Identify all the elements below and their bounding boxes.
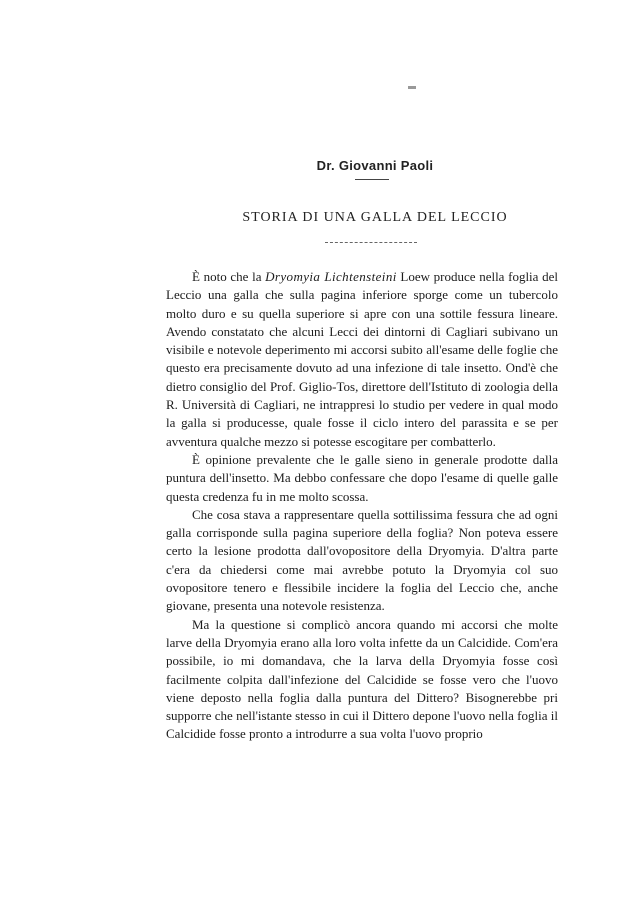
title-rule	[325, 242, 417, 243]
paragraph-1-post: Loew produce nella foglia del Leccio una galla che sulla pagina inferiore sporge come un tubercolo molto duro e su quella superiore si apre con una sottile fessura lineare. Avendo constatato che alcuni Lecci dei dintorni di Cagliari subivano un visibile e notevole deperimento mi accorsi subito all'esame delle foglie che questo era precisamente dovuto ad una infezione di tale insetto. Ond'è che dietro consiglio del Prof. Giglio-Tos, direttore dell'Istituto di zoologia della R. Università di Cagliari, ne intrappresi lo studio per vedere in qual modo la galla si producesse, quale fosse il ciclo intero del parassita e se per avventura qualche mezzo si potesse escogitare per combatterlo.	[166, 269, 558, 449]
article-title: STORIA DI UNA GALLA DEL LECCIO	[242, 210, 508, 225]
scan-mark	[408, 86, 416, 89]
paragraph-1	[166, 268, 558, 451]
species-name: Dryomyia Lichtensteini	[265, 269, 397, 284]
author-rule	[355, 179, 389, 180]
paragraph-1-pre: È noto che la	[192, 269, 266, 284]
paragraph-3: Che cosa stava a rappresentare quella sottilissima fessura che ad ogni galla corrisponde sulla pagina superiore della foglia? Non poteva essere certo la lesione prodotta dall'ovopositore della Dryomyia. D'altra parte c'era da chiedersi come mai avrebbe potuto la Dryomyia col suo ovopositore tenero e flessibile incidere la foglia del Leccio che, anche giovane, presenta una notevole resistenza.	[166, 506, 558, 614]
paragraph-4: Ma la questione si complicò ancora quando mi accorsi che molte larve della Dryomyia erano alla loro volta infette da un Calcidide. Com'era possibile, io mi domandava, che la larva della Dryomyia fosse così facilmente colpita dall'infezione del Calcidide se fosse vero che l'uovo viene deposto nella foglia dalla puntura del Dittero? Bisognerebbe pri supporre che nell'istante stesso in cui il Dittero depone l'uovo nella foglia il Calcidide fosse pronto a introdurre a sua volta l'uovo proprio	[166, 616, 558, 742]
paragraph-2: È opinione prevalente che le galle sieno in generale prodotte dalla puntura dell'insetto. Ma debbo confessare che dopo l'esame di quelle galle questa credenza fu in me molto scossa.	[166, 451, 558, 504]
article-body	[166, 268, 558, 744]
author-name: Dr. Giovanni Paoli	[316, 158, 434, 173]
